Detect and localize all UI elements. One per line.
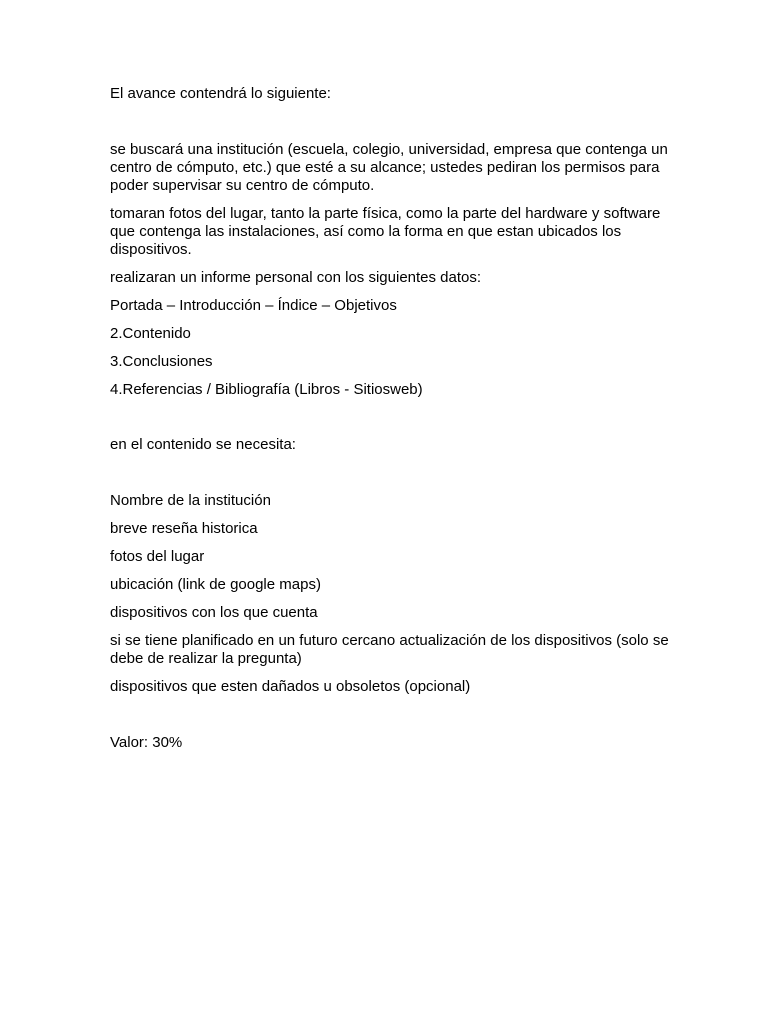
content-item: dispositivos que esten dañados u obsoletos (opcional)	[110, 678, 471, 695]
paragraph-report: realizaran un informe personal con los siguientes datos:	[110, 269, 482, 286]
content-item: si se tiene planificado en un futuro cercano actualización de los dispositivos (solo se debe de realizar la pregunta)	[110, 632, 673, 667]
value-line: Valor: 30%	[110, 734, 183, 751]
report-item: 2.Contenido	[110, 325, 191, 342]
report-item: 4.Referencias / Bibliografía (Libros - Sitiosweb)	[110, 381, 423, 398]
content-item: dispositivos con los que cuenta	[110, 604, 318, 621]
paragraph-photos: tomaran fotos del lugar, tanto la parte física, como la parte del hardware y software que contenga las instalaciones, así como la forma en que estan ubicados los dispositivos.	[110, 205, 665, 258]
content-item: breve reseña historica	[110, 520, 258, 537]
report-item: Portada – Introducción – Índice – Objetivos	[110, 297, 397, 314]
content-item: ubicación (link de google maps)	[110, 576, 321, 593]
content-item: fotos del lugar	[110, 548, 205, 565]
report-item: 3.Conclusiones	[110, 353, 213, 370]
paragraph-institution: se buscará una institución (escuela, colegio, universidad, empresa que contenga un centro de cómputo, etc.) que esté a su alcance; ustedes pediran los permisos para poder supervisar su centro de cómputo.	[110, 141, 673, 194]
content-intro: en el contenido se necesita:	[110, 436, 296, 453]
document-intro: El avance contendrá lo siguiente:	[110, 85, 331, 102]
content-item: Nombre de la institución	[110, 492, 271, 509]
